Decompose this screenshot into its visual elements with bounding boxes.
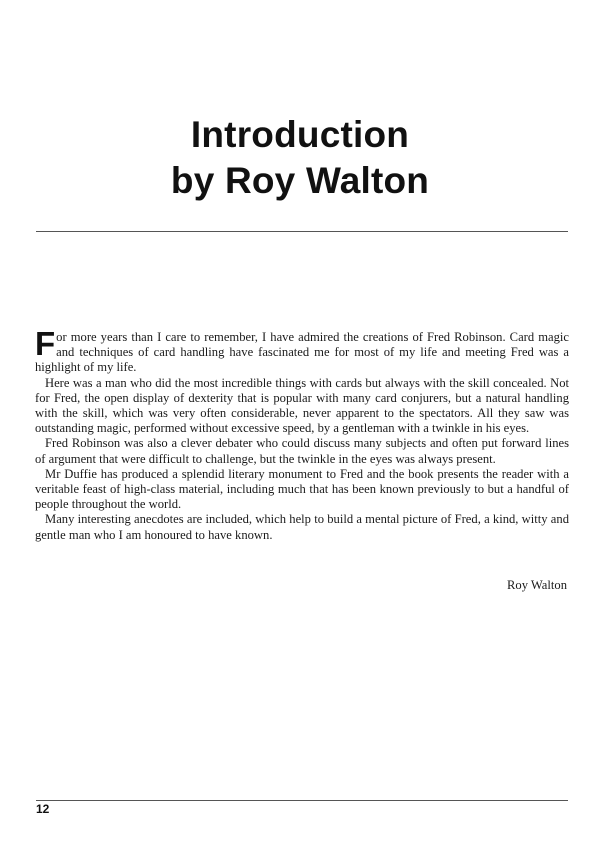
paragraph-3: Fred Robinson was also a clever debater who could discuss many subjects and often put forward lines of argument that were difficult to challenge, but the twinkle in the eyes was always present. <box>35 436 569 466</box>
page-number: 12 <box>36 802 50 816</box>
author-signature: Roy Walton <box>507 578 567 592</box>
paragraph-1-text: or more years than I care to remember, I have admired the creations of Fred Robinson. Card magic and techniques of card handling have fascinated me for most of my life and meeting Fred was a highlight of my life. <box>35 330 569 375</box>
top-divider <box>36 231 568 232</box>
paragraph-5: Many interesting anecdotes are included, which help to build a mental picture of Fred, a kind, witty and gentle man who I am honoured to have known. <box>35 512 569 542</box>
page-title-line-2: by Roy Walton <box>170 160 430 201</box>
introduction-body <box>35 325 569 543</box>
page-title-line-1: Introduction <box>190 114 410 155</box>
paragraph-2: Here was a man who did the most incredible things with cards but always with the skill concealed. Not for Fred, the open display of dexterity that is popular with many card conjurers, but a natural handling with the skill, which was very often considerable, never apparent to the spectators. All they saw was outstanding magic, performed without excessive speed, by a gentleman with a twinkle in his eyes. <box>35 375 569 436</box>
paragraph-1 <box>35 325 569 376</box>
footer-divider <box>36 800 568 801</box>
drop-cap: F <box>35 325 56 362</box>
paragraph-4: Mr Duffie has produced a splendid literary monument to Fred and the book presents the reader with a veritable feast of high-class material, including much that has been known previously to but a handful of people throughout the world. <box>35 466 569 512</box>
